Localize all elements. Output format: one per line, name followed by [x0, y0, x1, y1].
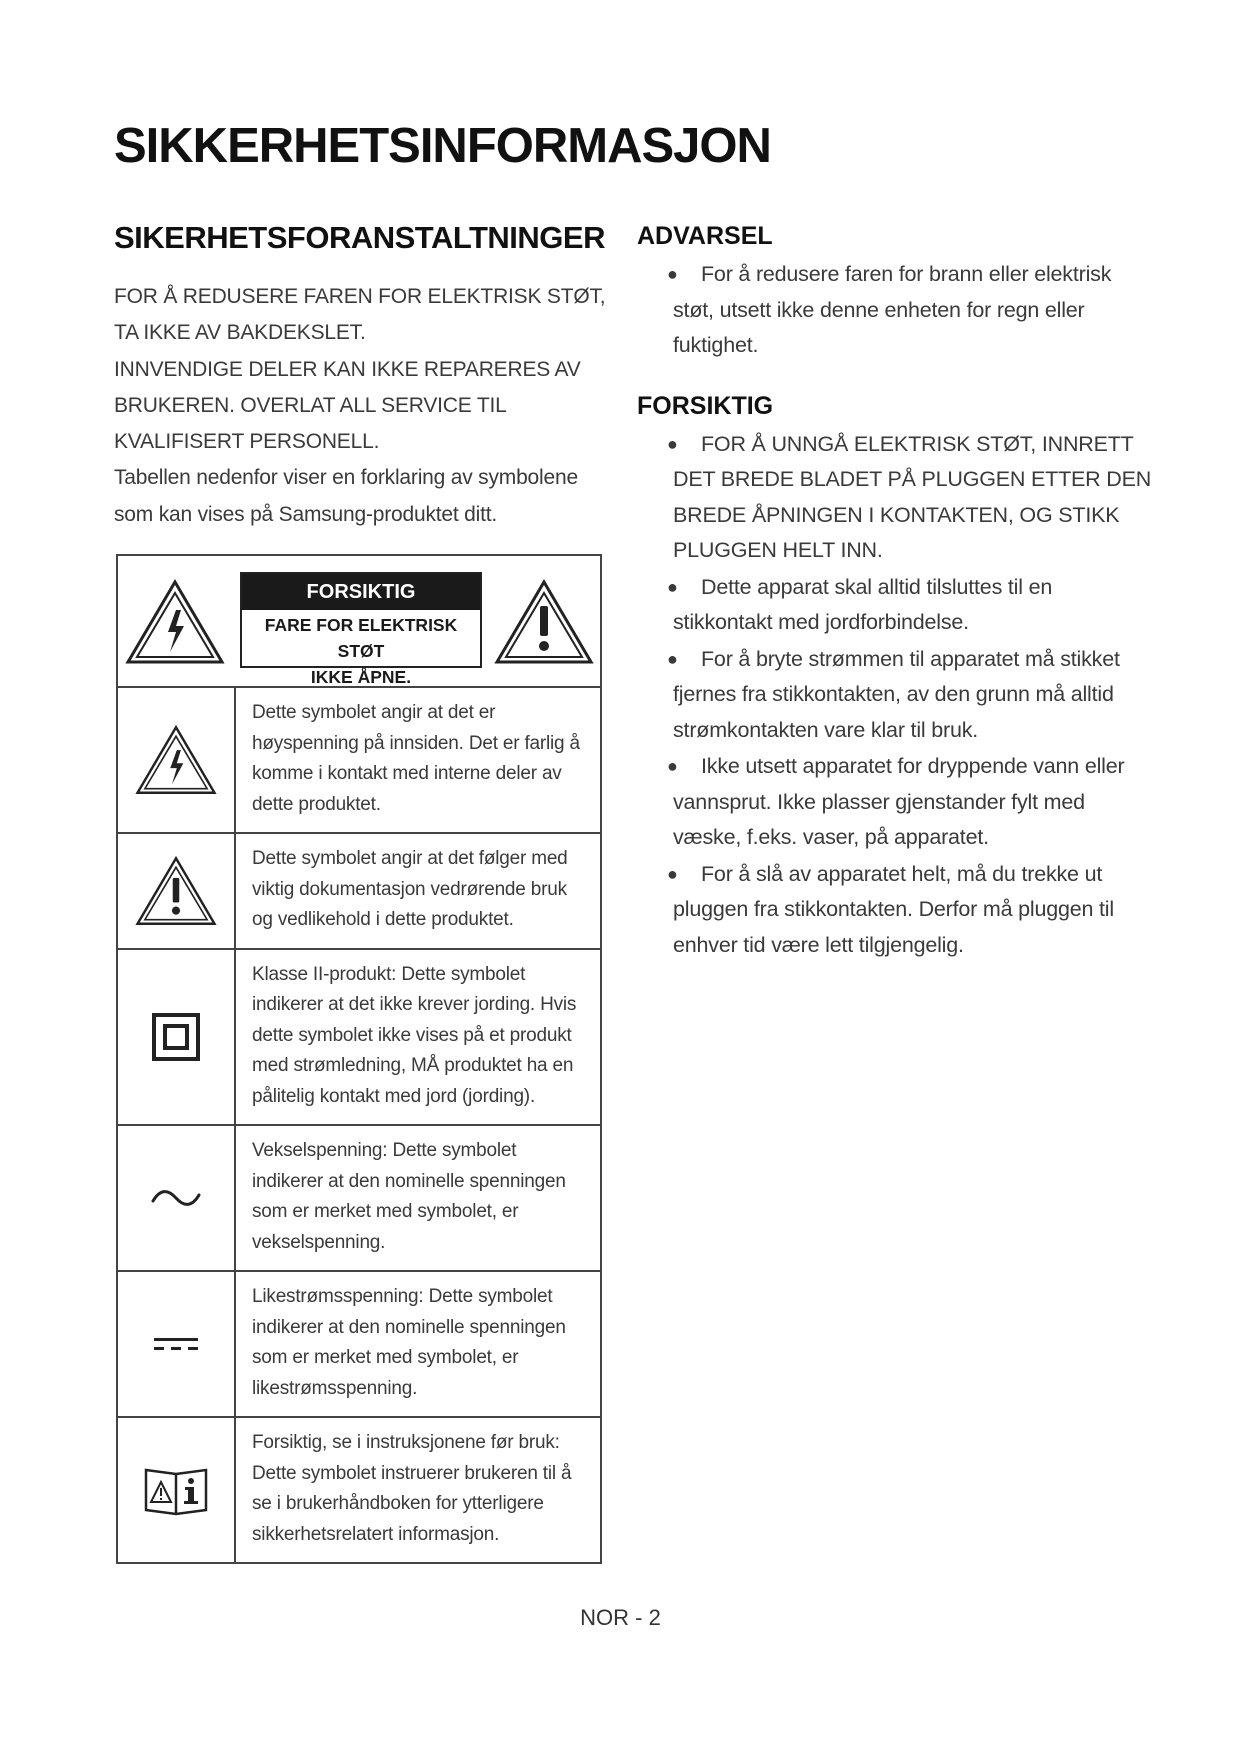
- warning-header-row: [117, 555, 601, 687]
- table-row: [117, 833, 601, 949]
- list-item: ● Dette apparat skal alltid tilsluttes til en stikkontakt med jordforbindelse.: [667, 574, 1053, 634]
- lightning-triangle-icon: [118, 724, 234, 796]
- caution-label: [240, 572, 482, 687]
- page-title: SIKKERHETSINFORMASJON: [114, 119, 771, 173]
- forsiktig-heading: FORSIKTIG: [637, 391, 774, 420]
- intro-line: INNVENDIGE DELER KAN IKKE REPARERES AV: [114, 357, 581, 381]
- table-row: [117, 1125, 601, 1271]
- symbol-table: [116, 554, 602, 1564]
- caution-label-line: IKKE ÅPNE.: [310, 667, 412, 687]
- advarsel-list: [637, 257, 1157, 364]
- table-row: [117, 1417, 601, 1563]
- exclamation-triangle-icon: [118, 855, 234, 927]
- right-column: [637, 222, 1157, 964]
- symbol-description: Dette symbolet angir at det er høyspenning på innsiden. Det er farlig å komme i kontakt med interne deler av dette produktet.: [235, 687, 601, 833]
- list-item: ● For å slå av apparatet helt, må du trekke ut pluggen fra stikkontakten. Derfor må pluggen til enhver tid være lett tilgjengelig.: [667, 861, 1114, 957]
- advarsel-section: [637, 222, 1157, 364]
- symbol-description: Dette symbolet angir at det følger med viktig dokumentasjon vedrørende bruk og vedlikehold i dette produktet.: [235, 833, 601, 949]
- table-row: [117, 687, 601, 833]
- list-item: ● For å redusere faren for brann eller elektrisk støt, utsett ikke denne enheten for regn eller fuktighet.: [667, 262, 1112, 357]
- left-column: [114, 220, 614, 533]
- double-square-icon: [118, 1012, 234, 1062]
- intro-line: som kan vises på Samsung-produktet ditt.: [114, 502, 498, 526]
- list-item: ● FOR Å UNNGÅ ELEKTRISK STØT, INNRETT DET BREDE BLADET PÅ PLUGGEN ETTER DEN BREDE ÅPNINGEN I KONTAKTEN, OG STIKK PLUGGEN HELT INN.: [667, 431, 1152, 562]
- symbol-description: Vekselspenning: Dette symbolet indikerer at den nominelle spenningen som er merket med symbolet, er vekselspenning.: [235, 1125, 601, 1271]
- intro-line: TA IKKE AV BAKDEKSLET.: [114, 321, 366, 345]
- caution-label-title: FORSIKTIG: [242, 574, 480, 610]
- symbol-description: Forsiktig, se i instruksjonene før bruk: Dette symbolet instruerer brukeren til å se i brukerhåndboken for ytterligere sikkerhetsrelatert informasjon.: [235, 1417, 601, 1563]
- section-heading: SIKERHETSFORANSTALTNINGER: [114, 220, 605, 255]
- symbol-description: Klasse II-produkt: Dette symbolet indikerer at det ikke krever jording. Hvis dette symbolet ikke vises på et produkt med strømledning, MÅ produktet ha en pålitelig kontakt med jord (jording).: [235, 949, 601, 1126]
- list-item: ● For å bryte strømmen til apparatet må stikket fjernes fra stikkontakten, av den grunn må alltid strømkontakten vare klar til bruk.: [667, 646, 1120, 742]
- advarsel-heading: ADVARSEL: [637, 222, 773, 250]
- dc-symbol-icon: [118, 1335, 234, 1353]
- caution-label-line: FARE FOR ELEKTRISK STØT: [264, 615, 458, 661]
- manual-info-icon: [118, 1464, 234, 1516]
- ac-wave-icon: [118, 1187, 234, 1209]
- page-number: NOR - 2: [580, 1605, 661, 1630]
- intro-line: BRUKEREN. OVERLAT ALL SERVICE TIL: [114, 393, 507, 417]
- list-item: ● Ikke utsett apparatet for dryppende vann eller vannsprut. Ikke plasser gjenstander fylt med væske, f.eks. vaser, på apparatet.: [667, 754, 1125, 849]
- symbol-description: Likestrømsspenning: Dette symbolet indikerer at den nominelle spenningen som er merket med symbolet, er likestrømsspenning.: [235, 1271, 601, 1417]
- exclamation-triangle-icon: [493, 578, 595, 671]
- forsiktig-section: [637, 392, 1157, 964]
- forsiktig-list: [637, 427, 1157, 964]
- lightning-triangle-icon: [124, 578, 226, 671]
- table-row: [117, 949, 601, 1126]
- intro-line: KVALIFISERT PERSONELL.: [114, 430, 380, 454]
- intro-line: FOR Å REDUSERE FAREN FOR ELEKTRISK STØT,: [114, 285, 606, 308]
- table-row: [117, 1271, 601, 1417]
- intro-line: Tabellen nedenfor viser en forklaring av symbolene: [114, 466, 578, 490]
